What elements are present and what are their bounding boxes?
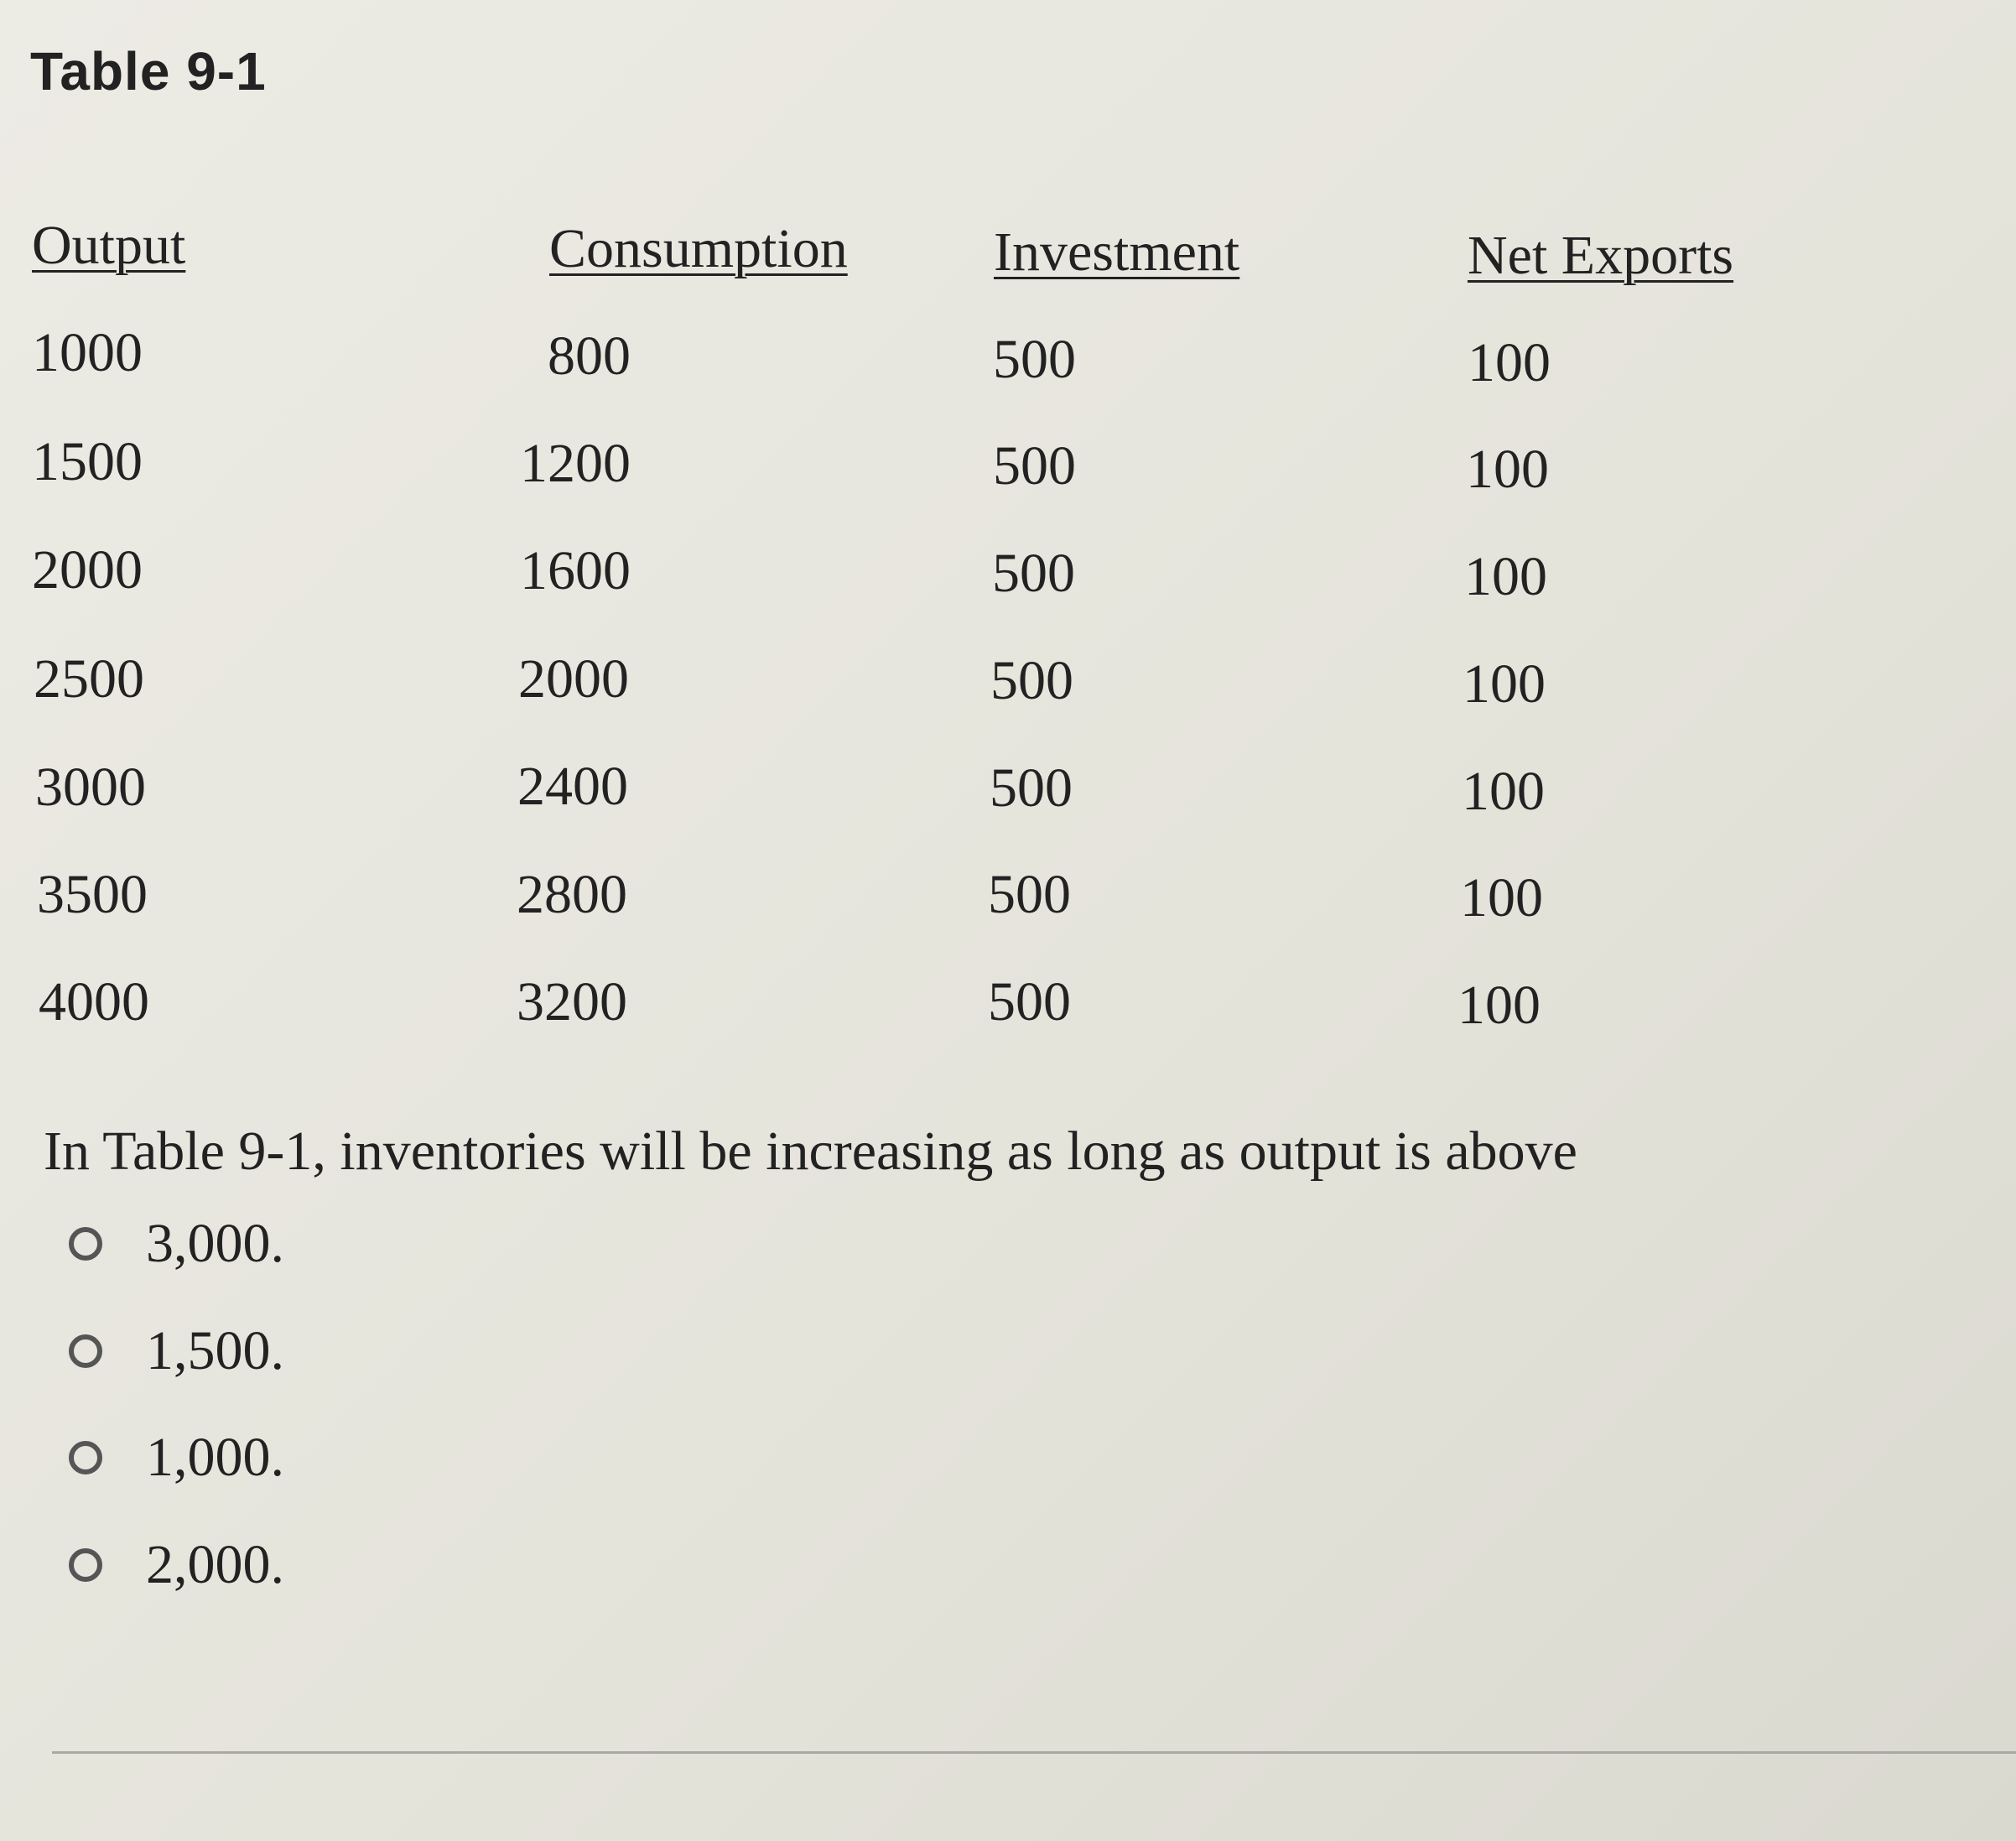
header-output: Output: [32, 215, 186, 276]
divider: [52, 1751, 2016, 1754]
table-cell: 100: [1462, 761, 1545, 822]
table-cell: 2500: [34, 648, 144, 710]
table-cell: 100: [1464, 546, 1547, 607]
table-cell: 100: [1457, 975, 1541, 1036]
table-cell: 1500: [32, 431, 143, 492]
table-cell: 800: [548, 325, 631, 387]
table-cell: 1200: [520, 433, 631, 494]
table-cell: 3200: [517, 971, 627, 1032]
table-cell: 3000: [35, 757, 146, 818]
header-investment: Investment: [994, 221, 1240, 283]
table-cell: 500: [988, 971, 1071, 1032]
radio-button[interactable]: [69, 1548, 102, 1582]
table-cell: 3500: [37, 864, 148, 925]
table-cell: 100: [1460, 867, 1543, 928]
header-consumption: Consumption: [549, 218, 848, 279]
header-net-exports: Net Exports: [1468, 225, 1734, 286]
option-3000[interactable]: [69, 1206, 284, 1282]
table-cell: 100: [1468, 332, 1551, 393]
option-2000[interactable]: [69, 1527, 284, 1603]
radio-button[interactable]: [69, 1227, 102, 1261]
option-1500[interactable]: [69, 1313, 284, 1389]
table-cell: 500: [990, 650, 1073, 711]
table-cell: 100: [1463, 653, 1546, 715]
table-cell: 2400: [517, 756, 628, 817]
table-cell: 4000: [39, 971, 149, 1032]
radio-button[interactable]: [69, 1441, 102, 1474]
option-1000[interactable]: [69, 1420, 284, 1495]
table-cell: 1000: [32, 322, 143, 383]
table-cell: 500: [988, 864, 1071, 925]
table-cell: 2000: [518, 648, 629, 710]
table-cell: 500: [993, 435, 1076, 497]
table-cell: 500: [990, 757, 1073, 819]
table-cell: 2000: [32, 539, 143, 601]
option-label: 3,000.: [146, 1213, 284, 1274]
table-cell: 500: [993, 329, 1076, 390]
table-cell: 2800: [517, 864, 627, 925]
table-cell: 1600: [520, 540, 631, 601]
option-label: 2,000.: [146, 1534, 284, 1595]
data-table: [32, 205, 1793, 1044]
option-label: 1,500.: [146, 1320, 284, 1381]
table-cell: 500: [992, 543, 1075, 604]
radio-button[interactable]: [69, 1334, 102, 1368]
table-cell: 100: [1466, 439, 1549, 500]
table-title: Table 9-1: [30, 41, 267, 101]
question-text: In Table 9-1, inventories will be increasing as long as output is above: [44, 1121, 1577, 1182]
option-label: 1,000.: [146, 1427, 284, 1488]
